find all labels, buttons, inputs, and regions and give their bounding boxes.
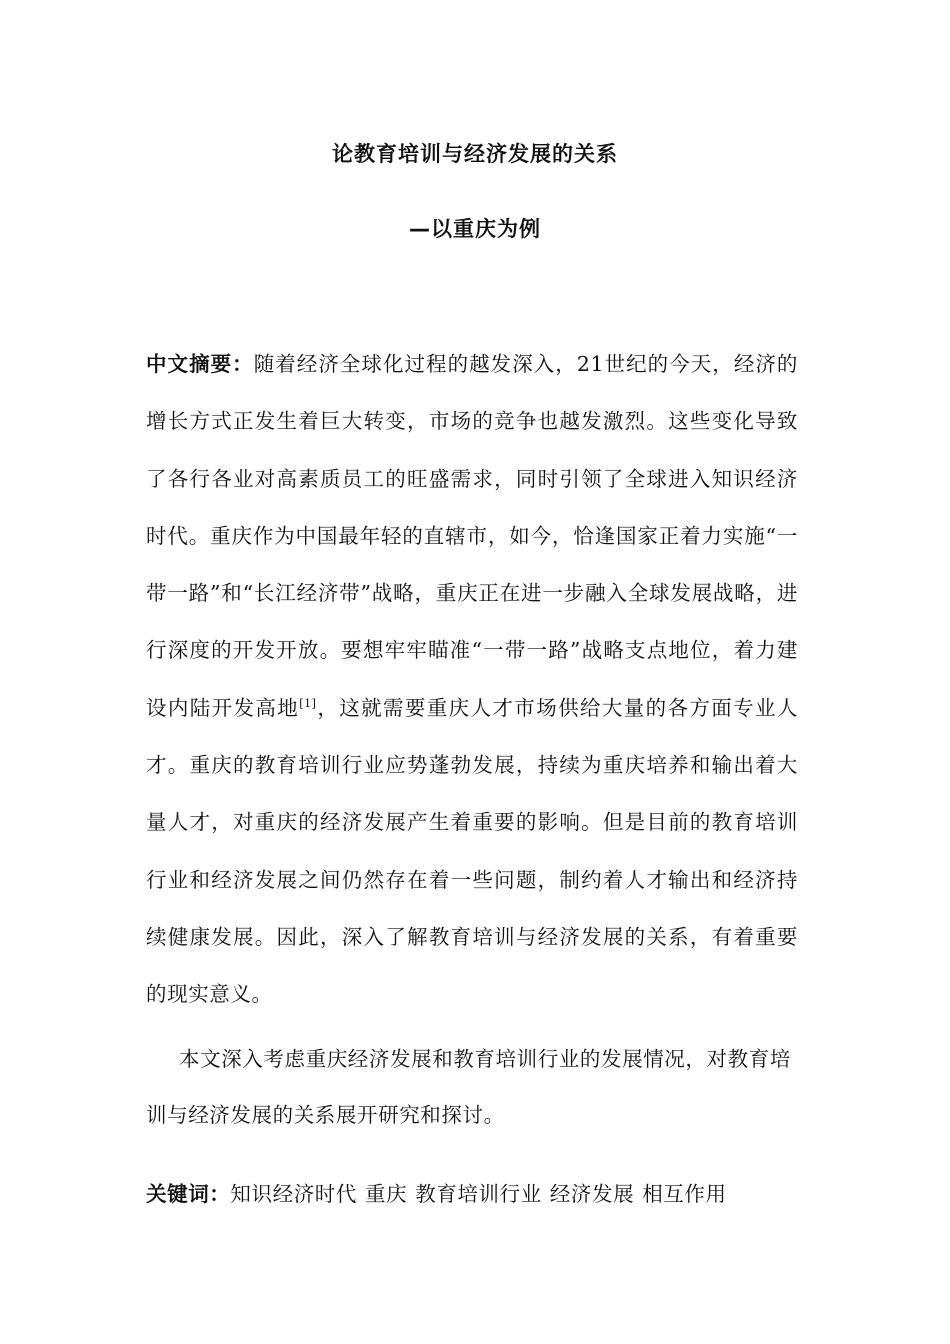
abstract-paragraph	[146, 336, 798, 1024]
abstract-text-part1: 随着经济全球化过程的越发深入，21世纪的今天，经济的增长方式正发生着巨大转变，市场的竞争也越发激烈。这些变化导致了各行各业对高素质员工的旺盛需求，同时引领了全球进入知识经济时代。重庆作为中国最年轻的直辖市，如今，恰逢国家正着力实施“一带一路”和“长江经济带”战略，重庆正在进一步融入全球发展战略，进行深度的开发开放。要想牢牢瞄准“一带一路”战略支点地位，着力建设内陆开发高地	[146, 352, 799, 720]
keyword-item: 知识经济时代	[230, 1182, 358, 1206]
paper-subtitle: —以重庆为例	[409, 217, 541, 241]
keyword-item: 重庆	[365, 1182, 408, 1206]
paper-title: 论教育培训与经济发展的关系	[332, 142, 618, 166]
citation-reference: [1]	[299, 696, 317, 710]
abstract-label: 中文摘要：	[146, 352, 254, 376]
keyword-item: 相互作用	[642, 1182, 727, 1206]
keyword-item: 经济发展	[549, 1182, 635, 1206]
keyword-item: 教育培训行业	[415, 1182, 542, 1206]
keywords-label: 关键词：	[146, 1182, 231, 1206]
keywords-line	[146, 1176, 826, 1212]
abstract-text-part2: ，这就需要重庆人才市场供给大量的各方面专业人才。重庆的教育培训行业应势蓬勃发展，持续为重庆培养和输出着大量人才，对重庆的经济发展产生着重要的影响。但是目前的教育培训行业和经济发展之间仍然存在着一些问题，制约着人才输出和经济持续健康发展。因此，深入了解教育培训与经济发展的关系，有着重要的现实意义。	[146, 695, 798, 1007]
body-paragraph: 本文深入考虑重庆经济发展和教育培训行业的发展情况，对教育培训与经济发展的关系展开研究和探讨。	[146, 1047, 791, 1127]
